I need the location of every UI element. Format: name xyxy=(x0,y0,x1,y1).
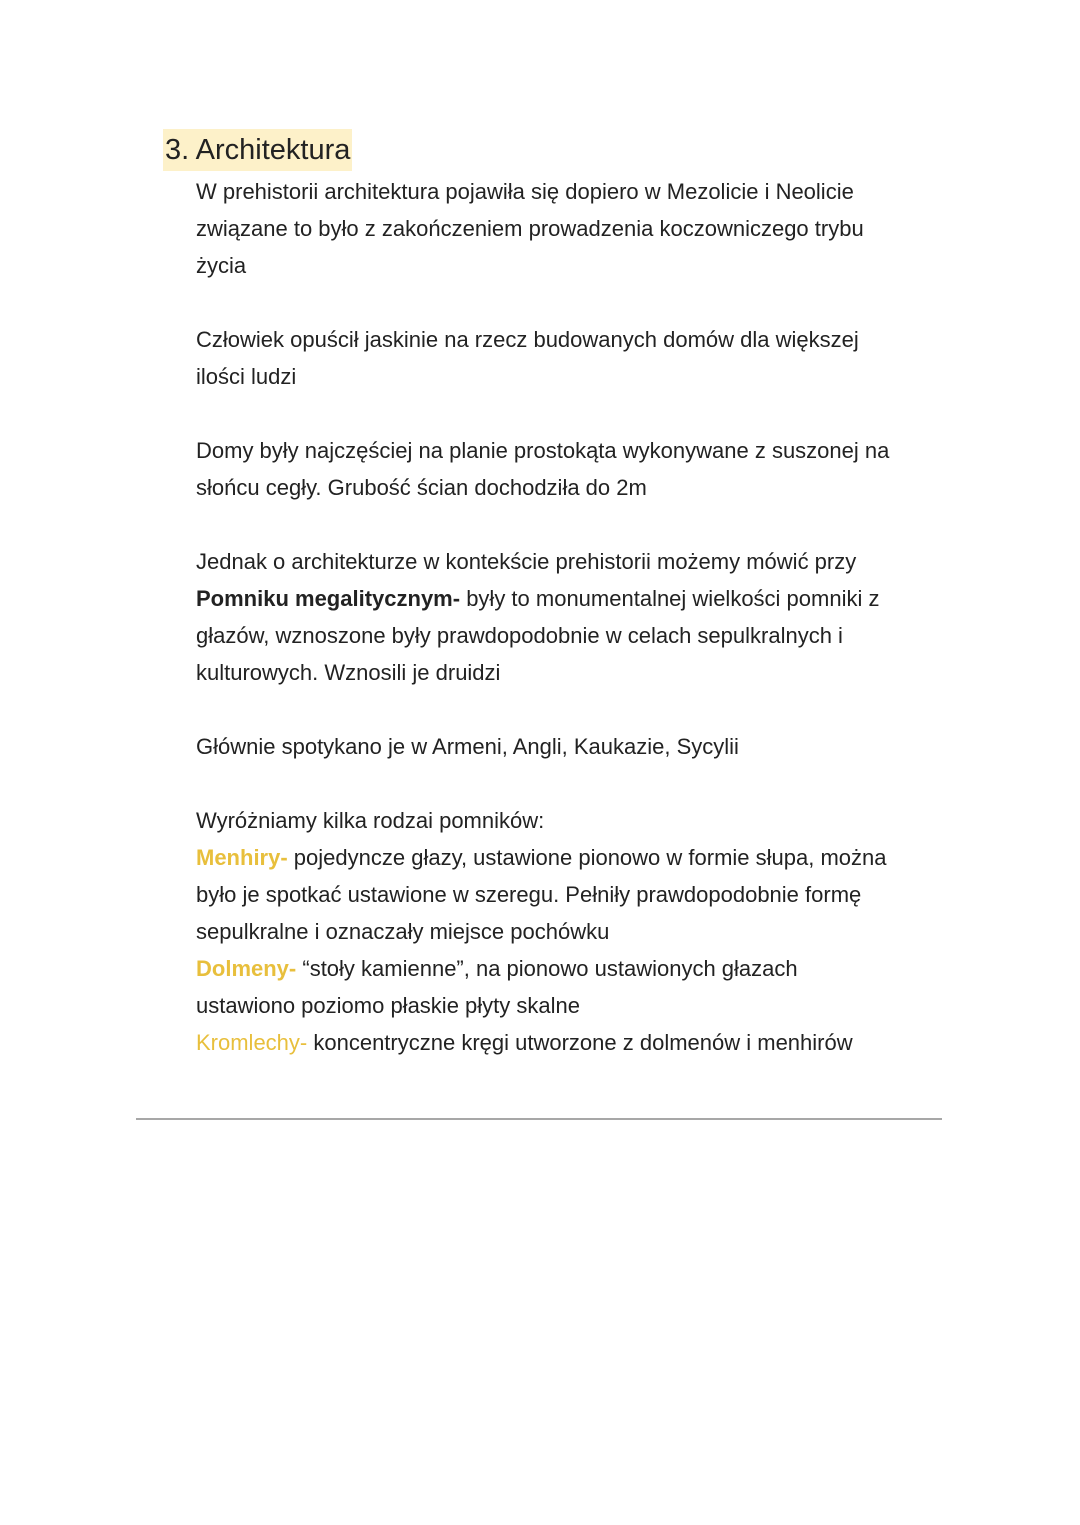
paragraph-types xyxy=(196,802,956,1061)
term-menhiry: Menhiry- xyxy=(196,845,288,870)
text-line xyxy=(196,950,956,987)
term-pomnik-megalityczny: Pomniku megalitycznym- xyxy=(196,586,461,611)
text-line: Człowiek opuścił jaskinie na rzecz budowanych domów dla większej xyxy=(196,327,859,352)
paragraph-megalith xyxy=(196,543,956,691)
text-run: koncentryczne kręgi utworzone z dolmenów i menhirów xyxy=(307,1030,853,1055)
paragraph-caves xyxy=(196,321,956,395)
section-heading: 3. Architektura xyxy=(163,129,352,171)
text-line xyxy=(196,580,956,617)
text-line: było je spotkać ustawione w szeregu. Pełniły prawdopodobnie formę xyxy=(196,882,862,907)
text-line: słońcu cegły. Grubość ścian dochodziła do 2m xyxy=(196,475,647,500)
text-line: ustawiono poziomo płaskie płyty skalne xyxy=(196,993,580,1018)
text-run: “stoły kamienne”, na pionowo ustawionych głazach xyxy=(296,956,798,981)
text-line: ilości ludzi xyxy=(196,364,297,389)
text-line: Domy były najczęściej na planie prostokąta wykonywane z suszonej na xyxy=(196,438,890,463)
text-line: głazów, wznoszone były prawdopodobnie w celach sepulkralnych i xyxy=(196,623,843,648)
text-line: Głównie spotykano je w Armeni, Angli, Kaukazie, Sycylii xyxy=(196,734,739,759)
text-line: Jednak o architekturze w kontekście prehistorii możemy mówić przy xyxy=(196,549,857,574)
section-body xyxy=(196,173,956,1061)
term-dolmeny: Dolmeny- xyxy=(196,956,297,981)
text-line: kulturowych. Wznosili je druidzi xyxy=(196,660,501,685)
paragraph-houses xyxy=(196,432,956,506)
text-run: były to monumentalnej wielkości pomniki z xyxy=(460,586,880,611)
text-line xyxy=(196,839,956,876)
text-line: W prehistorii architektura pojawiła się dopiero w Mezolicie i Neolicie xyxy=(196,179,854,204)
text-line: sepulkralne i oznaczały miejsce pochówku xyxy=(196,919,610,944)
text-run: pojedyncze głazy, ustawione pionowo w formie słupa, można xyxy=(287,845,887,870)
paragraph-locations xyxy=(196,728,956,765)
text-line xyxy=(196,1024,956,1061)
paragraph-origins xyxy=(196,173,956,284)
text-line: związane to było z zakończeniem prowadzenia koczowniczego trybu xyxy=(196,216,864,241)
term-kromlechy: Kromlechy- xyxy=(196,1030,308,1055)
text-line: życia xyxy=(196,253,247,278)
horizontal-divider xyxy=(136,1118,942,1120)
text-line: Wyróżniamy kilka rodzai pomników: xyxy=(196,808,545,833)
